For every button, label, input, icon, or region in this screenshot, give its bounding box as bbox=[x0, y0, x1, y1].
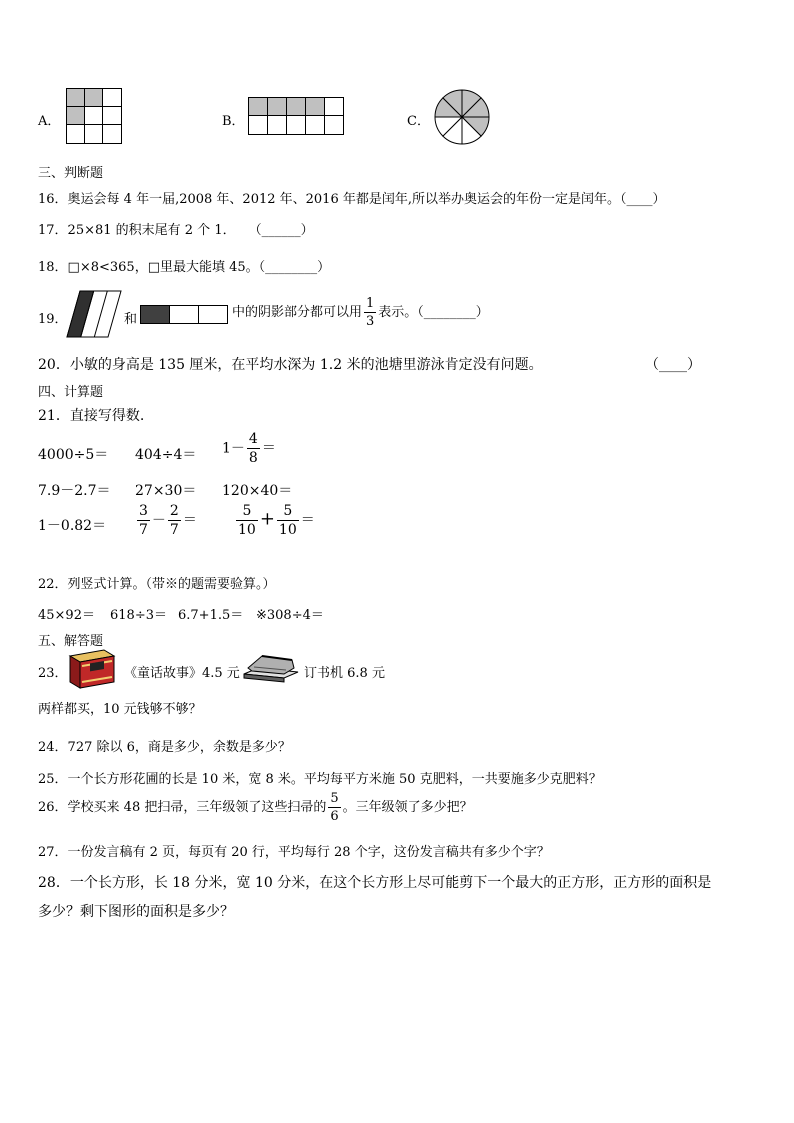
option-c-circle-figure bbox=[433, 88, 491, 146]
question-17: 17．25×81 的积末尾有 2 个 1． （______） bbox=[38, 223, 314, 238]
book-icon bbox=[64, 648, 120, 690]
calc-r3c2-num2: 2 bbox=[169, 503, 179, 519]
section-judgement-heading: 三、判断题 bbox=[38, 166, 104, 181]
q23-question: 两样都买，10 元钱够不够？ bbox=[38, 702, 202, 717]
question-19-and: 和 bbox=[124, 312, 138, 327]
q23-stapler-price: 订书机 6.8 元 bbox=[304, 666, 385, 681]
section-calculation-heading: 四、计算题 bbox=[38, 385, 104, 400]
question-26 bbox=[38, 792, 473, 823]
option-a-label: A． bbox=[38, 114, 61, 129]
question-19-text bbox=[232, 297, 489, 328]
question-28-line2: 多少？剩下图形的面积是多少？ bbox=[38, 904, 234, 920]
q26-pre: 26．学校买来 48 把扫帚，三年级领了这些扫帚的 bbox=[38, 800, 327, 815]
calc-r1c3-eq: ＝ bbox=[261, 440, 276, 457]
q22-item-4: ※308÷4＝ bbox=[256, 608, 324, 623]
q22-item-3: 6.7+1.5＝ bbox=[178, 608, 244, 623]
calc-r1c3-den: 8 bbox=[248, 450, 258, 466]
calc-r3c3-den1: 10 bbox=[238, 522, 256, 538]
q23-book-price: 《童话故事》4.5 元 bbox=[124, 666, 240, 681]
question-22: 22．列竖式计算。（带※的题需要验算。） bbox=[38, 577, 276, 592]
calc-r3c2-den1: 7 bbox=[139, 522, 148, 538]
calc-r3c3-num2: 5 bbox=[277, 504, 299, 521]
calc-r3c1: 1－0.82＝ bbox=[38, 518, 107, 534]
calc-r3c3 bbox=[234, 504, 315, 537]
calc-r3c2-den2: 7 bbox=[169, 522, 179, 538]
question-23-number: 23． bbox=[38, 666, 68, 681]
calc-r3c2-eq: ＝ bbox=[182, 512, 197, 529]
calc-r3c2-num1: 3 bbox=[139, 503, 148, 519]
question-19-pre: 中的阴影部分都可以用 bbox=[232, 305, 363, 320]
question-25: 25．一个长方形花圃的长是 10 米，宽 8 米。平均每平方米施 50 克肥料，一共要施多少克肥料？ bbox=[38, 772, 602, 787]
calc-r1c1: 4000÷5＝ bbox=[38, 447, 109, 463]
q19-parallelogram-figure bbox=[66, 290, 122, 338]
q19-frac-numerator: 1 bbox=[366, 296, 375, 311]
question-21: 21．直接写得数. bbox=[38, 408, 145, 424]
question-18: 18．□×8<365，□里最大能填 45。（________） bbox=[38, 260, 331, 275]
stapler-icon bbox=[242, 652, 300, 684]
section-solve-heading: 五、解答题 bbox=[38, 634, 104, 649]
option-a-grid-figure bbox=[66, 88, 123, 145]
option-c-label: C． bbox=[407, 114, 430, 129]
calc-r3c3-eq: ＝ bbox=[300, 512, 315, 529]
calc-r2c3: 120×40＝ bbox=[222, 483, 293, 499]
calc-r2c1: 7.9－2.7＝ bbox=[38, 483, 111, 499]
calc-r1c3-pre: 1－ bbox=[222, 440, 245, 457]
calc-r1c2: 404÷4＝ bbox=[135, 447, 197, 463]
calc-r1c3 bbox=[222, 432, 276, 465]
question-24: 24．727 除以 6，商是多少，余数是多少？ bbox=[38, 740, 291, 755]
q22-item-2: 618÷3＝ bbox=[110, 608, 167, 623]
q19-frac-denominator: 3 bbox=[366, 314, 375, 329]
q26-post: 。三年级领了多少把？ bbox=[342, 800, 473, 815]
q26-frac-num: 5 bbox=[330, 791, 339, 806]
question-19-post: 表示。（________） bbox=[378, 305, 489, 320]
option-b-grid-figure bbox=[248, 97, 344, 135]
question-16: 16．奥运会每 4 年一届,2008 年、2012 年、2016 年都是闰年,所以举办奥运会的年份一定是闰年。（____） bbox=[38, 192, 666, 207]
q22-item-1: 45×92＝ bbox=[38, 608, 95, 623]
calc-r3c3-op: + bbox=[259, 508, 275, 530]
calc-r3c2-op: － bbox=[151, 512, 166, 529]
option-b-label: B． bbox=[222, 114, 245, 129]
q19-strip-figure bbox=[140, 305, 229, 325]
question-20: 20．小敏的身高是 135 厘米，在平均水深为 1.2 米的池塘里游泳肯定没有问题。 bbox=[38, 357, 543, 373]
question-27: 27．一份发言稿有 2 页，每页有 20 行，平均每行 28 个字，这份发言稿共有多少个字？ bbox=[38, 845, 550, 860]
calc-r3c3-num1: 5 bbox=[236, 504, 258, 521]
question-19-number: 19． bbox=[38, 312, 68, 327]
question-28-line1: 28．一个长方形，长 18 分米，宽 10 分米，在这个长方形上尽可能剪下一个最大的正方形，正方形的面积是 bbox=[38, 875, 712, 891]
calc-r2c2: 27×30＝ bbox=[135, 483, 197, 499]
question-20-blank: （____） bbox=[645, 357, 701, 373]
q26-frac-den: 6 bbox=[330, 809, 339, 824]
calc-r3c2 bbox=[135, 504, 197, 537]
calc-r3c3-den2: 10 bbox=[278, 522, 297, 538]
calc-r1c3-num: 4 bbox=[248, 431, 258, 447]
